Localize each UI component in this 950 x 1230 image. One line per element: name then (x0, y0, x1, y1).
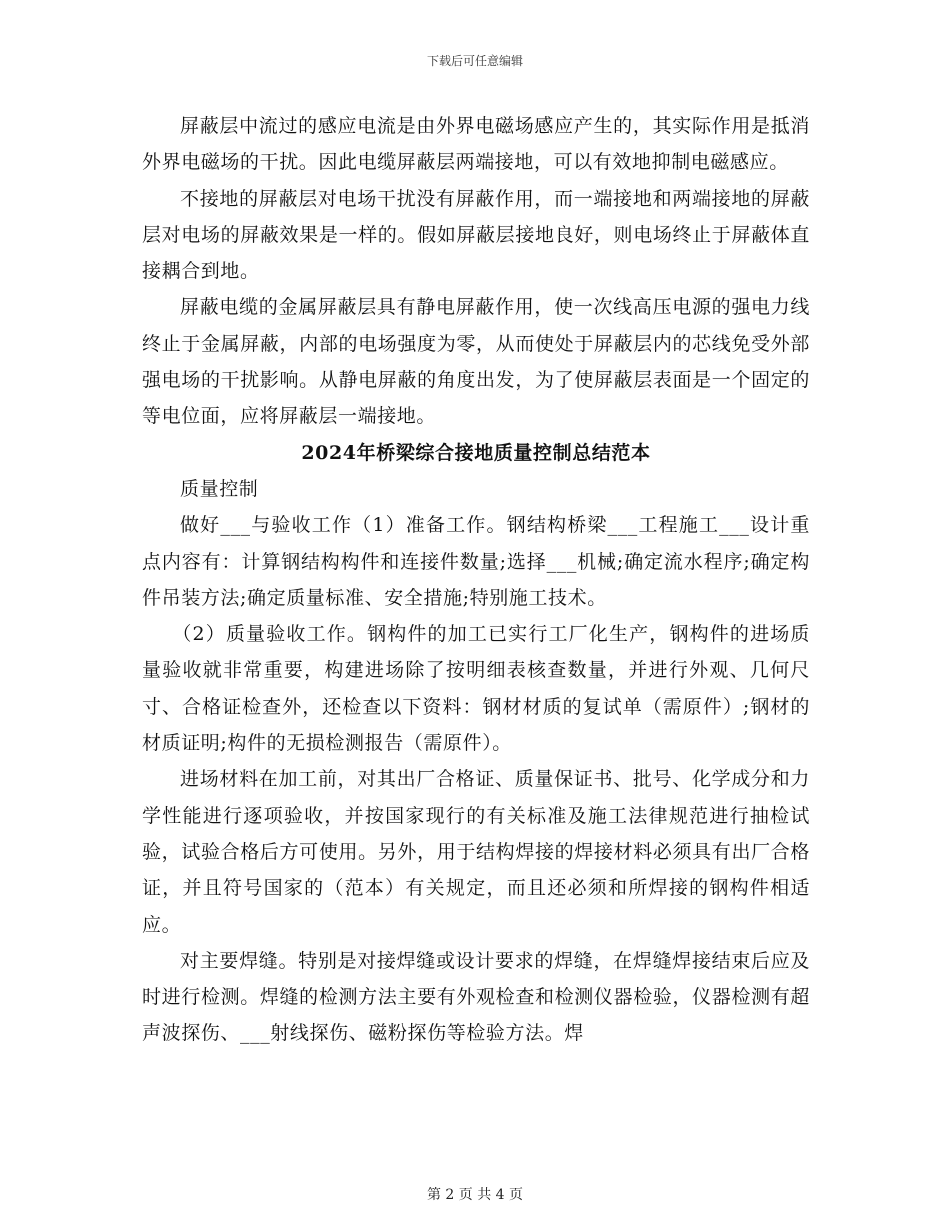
subheading-quality-control: 质量控制 (180, 477, 259, 500)
page-number: 第 2 页 共 4 页 (426, 1187, 524, 1203)
document-body (142, 108, 810, 1052)
body-paragraph-1: 屏蔽层中流过的感应电流是由外界电磁场感应产生的，其实际作用是抵消外界电磁场的干扰。因此电缆屏蔽层两端接地，可以有效地抑制电磁感应。 (142, 115, 810, 174)
body-paragraph-6: 进场材料在加工前，对其出厂合格证、质量保证书、批号、化学成分和力学性能进行逐项验收，并按国家现行的有关标准及施工法律规范进行抽检试验，试验合格后方可使用。另外，用于结构焊接的焊接材料必须具有出厂合格证，并且符号国家的（范本）有关规定，而且还必须和所焊接的钢构件相适应。 (142, 768, 810, 936)
section-title: 2024年桥梁综合接地质量控制总结范本 (301, 441, 651, 464)
body-paragraph-7: 对主要焊缝。特别是对接焊缝或设计要求的焊缝，在焊缝焊接结束后应及时进行检测。焊缝的检测方法主要有外观检查和检测仪器检验，仪器检测有超声波探伤、___射线探伤、磁粉探伤等检验方法。焊 (142, 949, 810, 1045)
body-paragraph-2: 不接地的屏蔽层对电场干扰没有屏蔽作用，而一端接地和两端接地的屏蔽层对电场的屏蔽效果是一样的。假如屏蔽层接地良好，则电场终止于屏蔽体直接耦合到地。 (142, 187, 810, 283)
page-header-note: 下载后可任意编辑 (426, 54, 523, 68)
body-paragraph-3: 屏蔽电缆的金属屏蔽层具有静电屏蔽作用，使一次线高压电源的强电力线终止于金属屏蔽，内部的电场强度为零，从而使处于屏蔽层内的芯线免受外部强电场的干扰影响。从静电屏蔽的角度出发，为了使屏蔽层表面是一个固定的等电位面，应将屏蔽层一端接地。 (142, 296, 810, 428)
body-paragraph-5: （2）质量验收工作。钢构件的加工已实行工厂化生产，钢构件的进场质量验收就非常重要，构建进场除了按明细表核查数量，并进行外观、几何尺寸、合格证检查外，还检查以下资料：钢材材质的复试单（需原件）;钢材的材质证明;构件的无损检测报告（需原件）。 (142, 623, 810, 755)
body-paragraph-4: 做好___与验收工作（1）准备工作。钢结构桥梁___工程施工___设计重点内容有：计算钢结构构件和连接件数量;选择___机械;确定流水程序;确定构件吊装方法;确定质量标准、安全措施;特别施工技术。 (142, 514, 810, 609)
